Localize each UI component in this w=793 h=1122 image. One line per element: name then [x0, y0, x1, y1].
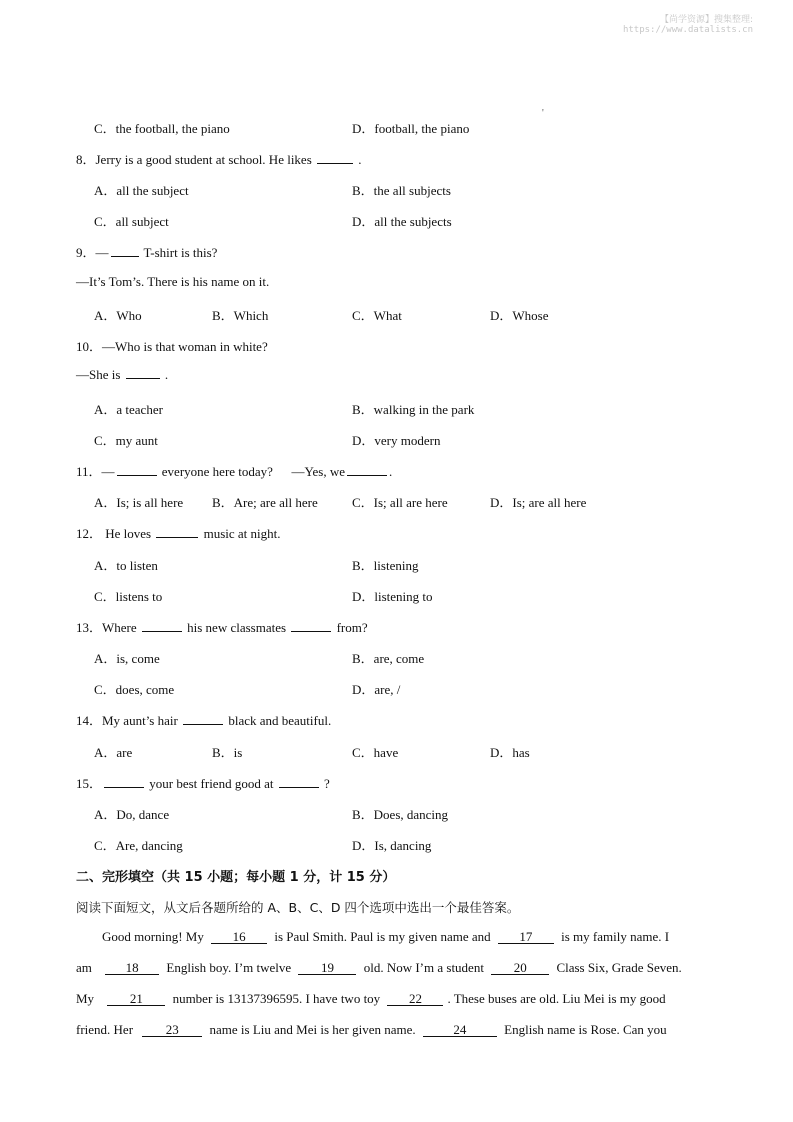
q13-stem-mid: his new classmates [187, 620, 287, 635]
q13-stem-text: 13．Where [76, 620, 137, 635]
q8-option-a: A．all the subject [94, 183, 189, 198]
q9-option-a: A．Who [94, 308, 142, 323]
q14-stem-text: 14．My aunt’s hair [76, 713, 178, 728]
q11-stem-end: . [389, 464, 393, 479]
q8-stem-end: . [358, 152, 362, 167]
passage-text: is Paul Smith. Paul is my given name and [274, 929, 491, 944]
q12-stem-text: 12． He loves [76, 526, 152, 541]
passage-text: is my family name. I [561, 929, 670, 944]
passage-text: friend. Her [76, 1022, 134, 1037]
passage-line-1 [76, 929, 718, 945]
q14-stem-end: black and beautiful. [228, 713, 332, 728]
passage-text: Class Six, Grade Seven. [556, 960, 682, 975]
passage-text: English boy. I’m twelve [166, 960, 292, 975]
blank-24: 24 [423, 1023, 497, 1037]
q10-reply [76, 367, 168, 383]
q11-blank-2 [347, 464, 387, 476]
q14-option-d: D．has [490, 745, 530, 760]
q15-blank-2 [279, 776, 319, 788]
q13-stem-end: from? [336, 620, 368, 635]
q13-stem [76, 617, 368, 636]
q11-stem-text: 11．— [76, 464, 115, 479]
q11-option-a: A．Is; is all here [94, 495, 184, 510]
passage-text: number is 13137396595. I have two toy [172, 991, 381, 1006]
q8-option-d: D．all the subjects [352, 214, 452, 229]
blank-17: 17 [498, 930, 554, 944]
q12-blank [156, 526, 198, 538]
blank-23: 23 [142, 1023, 202, 1037]
q15-stem-text: 15． [76, 776, 103, 791]
blank-19: 19 [298, 961, 356, 975]
q11-blank-1 [117, 464, 157, 476]
passage-line-3 [76, 991, 718, 1007]
q8-option-b: B．the all subjects [352, 183, 451, 198]
q11-option-d: D．Is; are all here [490, 495, 587, 510]
q14-option-a: A．are [94, 745, 133, 760]
stray-mark: ' [542, 108, 544, 119]
q10-stem: 10．—Who is that woman in white? [76, 339, 268, 354]
q8-stem-text: 8．Jerry is a good student at school. He likes [76, 152, 312, 167]
q10-option-b: B．walking in the park [352, 402, 475, 417]
blank-18: 18 [105, 961, 159, 975]
q10-option-c: C．my aunt [94, 433, 158, 448]
q7-option-c: C．the football, the piano [94, 121, 230, 136]
q9-option-c: C．What [352, 308, 402, 323]
blank-16: 16 [211, 930, 267, 944]
q10-option-d: D．very modern [352, 433, 441, 448]
q15-stem-end: ? [323, 776, 330, 791]
section-instruction: 阅读下面短文，从文后各题所给的 A、B、C、D 四个选项中选出一个最佳答案。 [76, 900, 520, 915]
q11-stem-mid: everyone here today? [161, 464, 273, 479]
q15-option-d: D．Is, dancing [352, 838, 432, 853]
q12-stem [76, 523, 281, 542]
q12-option-b: B．listening [352, 558, 419, 573]
passage-line-4 [76, 1022, 718, 1038]
q13-blank-2 [291, 620, 331, 632]
q11-option-c: C．Is; all are here [352, 495, 448, 510]
passage-text: Good morning! My [102, 929, 204, 944]
q9-option-d: D．Whose [490, 308, 549, 323]
watermark-url: https://www.datalists.cn [622, 25, 753, 35]
q9-stem [76, 242, 217, 261]
passage-text: name is Liu and Mei is her given name. [209, 1022, 416, 1037]
q14-blank [183, 713, 223, 725]
q13-blank-1 [142, 620, 182, 632]
q10-reply-end: . [164, 367, 169, 382]
q9-stem-end: T-shirt is this? [143, 245, 218, 260]
q10-blank [126, 367, 160, 379]
q15-option-b: B．Does, dancing [352, 807, 449, 822]
q15-option-a: A．Do, dance [94, 807, 170, 822]
passage-line-2 [76, 960, 718, 976]
q15-stem [76, 773, 330, 792]
passage-text: old. Now I’m a student [363, 960, 484, 975]
blank-22: 22 [387, 992, 443, 1006]
watermark-source: 【尚学资源】搜集整理: [659, 15, 753, 25]
q13-option-b: B．are, come [352, 651, 425, 666]
q14-option-c: C．have [352, 745, 399, 760]
q15-option-c: C．Are, dancing [94, 838, 183, 853]
blank-21: 21 [107, 992, 165, 1006]
q9-option-b: B．Which [212, 308, 269, 323]
q10-reply-text: —She is [76, 367, 121, 382]
q11-answer-text: —Yes, we [291, 464, 346, 479]
q8-stem [76, 149, 362, 168]
q7-option-d: D．football, the piano [352, 121, 470, 136]
q8-blank [317, 152, 353, 164]
q13-option-a: A．is, come [94, 651, 160, 666]
q15-blank-1 [104, 776, 144, 788]
section-heading: 二、完形填空（共 15 小题；每小题 1 分，计 15 分） [76, 870, 396, 885]
q12-option-a: A．to listen [94, 558, 158, 573]
q14-stem [76, 710, 331, 729]
passage-text: English name is Rose. Can you [504, 1022, 667, 1037]
q10-option-a: A．a teacher [94, 402, 163, 417]
q12-option-d: D．listening to [352, 589, 433, 604]
q12-stem-end: music at night. [203, 526, 281, 541]
q8-option-c: C．all subject [94, 214, 169, 229]
q9-reply: —It’s Tom’s. There is his name on it. [76, 274, 270, 289]
passage-text: am [76, 960, 92, 975]
q11-option-b: B．Are; are all here [212, 495, 318, 510]
q15-stem-mid: your best friend good at [149, 776, 274, 791]
q11-stem [76, 461, 392, 480]
q9-stem-text: 9．— [76, 245, 109, 260]
passage-text: My [76, 991, 95, 1006]
q12-option-c: C．listens to [94, 589, 163, 604]
q9-blank [111, 245, 139, 257]
passage-text: . These buses are old. Liu Mei is my good [447, 991, 666, 1006]
blank-20: 20 [491, 961, 549, 975]
q13-option-c: C．does, come [94, 682, 175, 697]
q13-option-d: D．are, / [352, 682, 401, 697]
q14-option-b: B．is [212, 745, 243, 760]
